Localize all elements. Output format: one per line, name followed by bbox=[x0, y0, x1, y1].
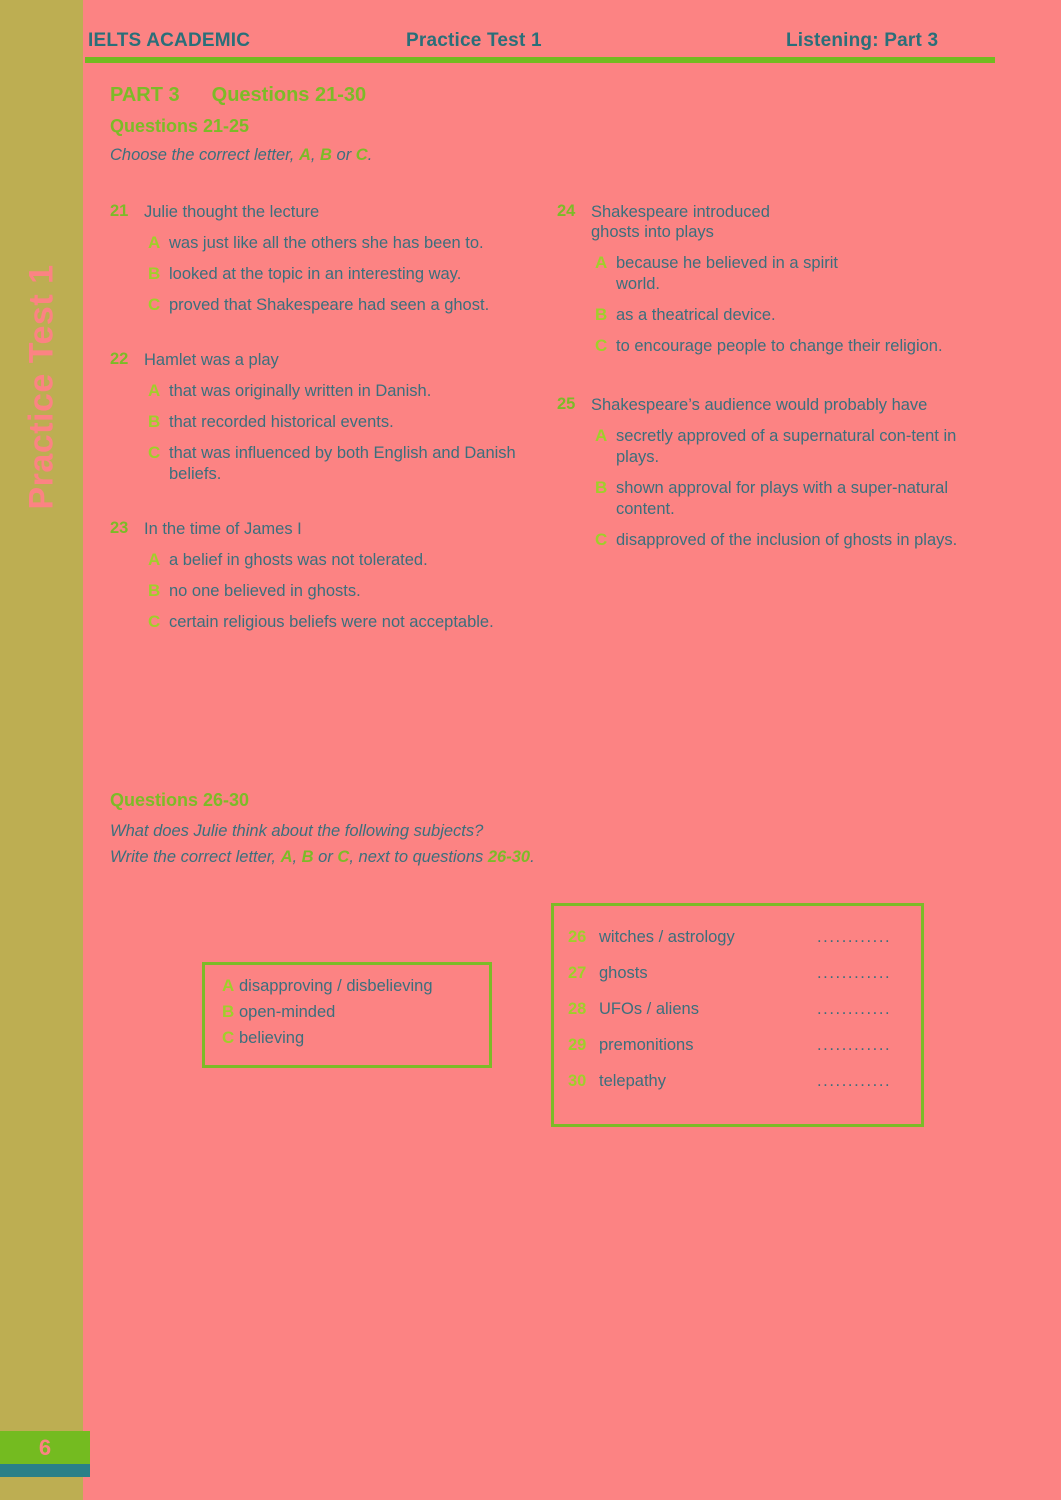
section2-heading: Questions 26-30 bbox=[110, 790, 250, 810]
item-28-number: 28 bbox=[568, 1000, 587, 1018]
item-30-number: 30 bbox=[568, 1072, 587, 1090]
questions-left-column bbox=[110, 202, 550, 633]
instruction-or: or bbox=[331, 146, 356, 164]
question-21-number: 21 bbox=[110, 202, 129, 220]
item-30-answer-blank[interactable]: ............ bbox=[817, 1072, 892, 1090]
item-28-answer-blank[interactable]: ............ bbox=[817, 1000, 892, 1018]
answer-option-c-letter: C bbox=[222, 1028, 235, 1047]
question-25-option-c-text: disapproved of the inclusion of ghosts in plays. bbox=[616, 531, 958, 549]
question-25-number: 25 bbox=[557, 395, 576, 414]
question-25-option-c-letter: C bbox=[595, 530, 608, 549]
instruction-letter-b: B bbox=[320, 146, 332, 164]
page-number: 6 bbox=[38, 1435, 52, 1460]
answer-option-c-text: believing bbox=[239, 1029, 305, 1047]
question-22-option-c[interactable] bbox=[110, 443, 550, 485]
question-21-option-c[interactable] bbox=[110, 295, 550, 316]
questions-right-column bbox=[557, 202, 1002, 551]
question-22-option-b-letter: B bbox=[148, 412, 161, 432]
section2-instruction-prefix: Write the correct letter, bbox=[110, 848, 281, 866]
answer-option-b-text: open-minded bbox=[239, 1003, 336, 1021]
question-25-option-c[interactable] bbox=[557, 530, 1002, 551]
question-23-option-b[interactable] bbox=[110, 581, 550, 602]
question-25-option-b[interactable] bbox=[557, 478, 1002, 520]
section2-instruction-2 bbox=[110, 848, 810, 874]
question-25-option-a-letter: A bbox=[595, 426, 608, 446]
question-22-option-b[interactable] bbox=[110, 412, 550, 433]
answer-options-box bbox=[202, 962, 492, 1068]
question-22-option-c-text: that was influenced by both English and Danish beliefs. bbox=[169, 444, 516, 483]
answer-option-a[interactable] bbox=[205, 976, 489, 996]
question-21-option-a-text: was just like all the others she has been to. bbox=[169, 234, 484, 253]
section2-letter-b: B bbox=[301, 848, 314, 866]
instruction-prefix: Choose the correct letter, bbox=[110, 146, 299, 164]
item-26-number: 26 bbox=[568, 928, 587, 946]
header-right-title: Listening: Part 3 bbox=[786, 30, 939, 51]
question-22-option-a[interactable] bbox=[110, 381, 550, 402]
answer-option-a-letter: A bbox=[222, 976, 235, 995]
question-23-number: 23 bbox=[110, 518, 129, 537]
question-25-option-a[interactable] bbox=[557, 426, 1002, 468]
question-24-option-a[interactable] bbox=[557, 253, 1002, 295]
question-23-stem-line bbox=[110, 519, 550, 539]
instruction-letter-c: C bbox=[355, 146, 368, 164]
section2-letter-a: A bbox=[280, 848, 293, 866]
section2-mid: , next to questions bbox=[349, 848, 488, 866]
section2-sep: , bbox=[292, 848, 302, 866]
item-29-answer-blank[interactable]: ............ bbox=[817, 1036, 892, 1054]
answer-option-b-letter: B bbox=[222, 1002, 235, 1021]
question-23-option-c-text: certain religious beliefs were not acceptable. bbox=[169, 612, 494, 631]
item-26-answer-blank[interactable]: ............ bbox=[817, 928, 892, 946]
question-25-stem: Shakespeare’s audience would probably have bbox=[591, 396, 928, 415]
item-26-label: witches / astrology bbox=[599, 928, 735, 946]
item-row-29[interactable] bbox=[554, 1036, 921, 1072]
item-row-30[interactable] bbox=[554, 1072, 921, 1108]
instruction-suffix: . bbox=[367, 146, 373, 164]
question-23-option-b-letter: B bbox=[148, 581, 161, 600]
question-22-option-a-letter: A bbox=[148, 381, 161, 401]
question-22-number: 22 bbox=[110, 349, 129, 368]
item-27-label: ghosts bbox=[599, 964, 648, 982]
question-24-option-a-text: because he believed in a spirit world. bbox=[616, 254, 838, 294]
item-27-number: 27 bbox=[568, 964, 587, 982]
question-25-option-a-text: secretly approved of a supernatural con-tent in plays. bbox=[616, 427, 957, 467]
item-row-27[interactable] bbox=[554, 964, 921, 1000]
question-21-option-a[interactable] bbox=[110, 233, 550, 254]
section2-instruction-1: What does Julie think about the following subjects? bbox=[110, 822, 484, 840]
items-answer-box bbox=[551, 903, 924, 1127]
question-24-option-c-text: to encourage people to change their religion. bbox=[616, 337, 943, 356]
question-25 bbox=[557, 395, 1002, 551]
question-21-option-a-letter: A bbox=[148, 233, 161, 253]
item-30-label: telepathy bbox=[599, 1072, 666, 1090]
question-23-option-c[interactable] bbox=[110, 612, 550, 633]
answer-option-a-text: disapproving / disbelieving bbox=[239, 977, 433, 995]
item-29-number: 29 bbox=[568, 1036, 587, 1054]
instruction-letter-a: A bbox=[298, 146, 311, 164]
section2-headings bbox=[110, 790, 810, 874]
instruction-sep1: , bbox=[310, 146, 321, 164]
item-row-28[interactable] bbox=[554, 1000, 921, 1036]
question-22-stem: Hamlet was a play bbox=[144, 350, 279, 369]
question-24 bbox=[557, 202, 1002, 357]
question-23 bbox=[110, 519, 550, 633]
section2-letter-c: C bbox=[337, 848, 350, 866]
question-21-option-b-letter: B bbox=[148, 264, 161, 284]
header-center-title: Practice Test 1 bbox=[406, 30, 542, 51]
question-21-stem: Julie thought the lecture bbox=[144, 203, 320, 221]
item-29-label: premonitions bbox=[599, 1036, 694, 1054]
question-21-option-b-text: looked at the topic in an interesting way. bbox=[169, 265, 462, 284]
question-23-option-b-text: no one believed in ghosts. bbox=[169, 582, 361, 600]
section1-heading: Questions 21-25 bbox=[110, 116, 250, 136]
question-21-stem-line bbox=[110, 202, 550, 222]
question-24-option-a-letter: A bbox=[595, 253, 608, 273]
question-22-option-b-text: that recorded historical events. bbox=[169, 413, 394, 432]
question-21-option-b[interactable] bbox=[110, 264, 550, 285]
part-label: PART 3 bbox=[110, 84, 180, 106]
question-24-stem: Shakespeare introduced ghosts into plays bbox=[591, 203, 770, 242]
question-25-option-b-text: shown approval for plays with a super-natural content. bbox=[616, 479, 949, 519]
question-24-option-b-letter: B bbox=[595, 305, 608, 325]
question-24-number: 24 bbox=[557, 202, 576, 220]
question-25-option-b-letter: B bbox=[595, 478, 608, 498]
question-24-option-b[interactable] bbox=[557, 305, 1002, 326]
question-23-stem: In the time of James I bbox=[144, 519, 302, 538]
section2-or: or bbox=[313, 848, 338, 866]
question-23-option-a-letter: A bbox=[148, 550, 161, 570]
question-21 bbox=[110, 202, 550, 316]
question-23-option-a-text: a belief in ghosts was not tolerated. bbox=[169, 551, 428, 570]
header-left-title: IELTS ACADEMIC bbox=[88, 30, 251, 51]
item-28-label: UFOs / aliens bbox=[599, 1000, 699, 1018]
question-21-option-c-letter: C bbox=[148, 295, 161, 315]
section2-suffix: . bbox=[530, 848, 535, 866]
question-24-option-c-letter: C bbox=[595, 336, 608, 356]
question-22-option-a-text: that was originally written in Danish. bbox=[169, 382, 432, 401]
answer-option-b[interactable] bbox=[205, 1002, 489, 1022]
section2-question-range: 26-30 bbox=[487, 848, 531, 866]
item-27-answer-blank[interactable]: ............ bbox=[817, 964, 892, 982]
question-24-option-c[interactable] bbox=[557, 336, 1002, 357]
answer-option-c[interactable] bbox=[205, 1028, 489, 1048]
item-row-26[interactable] bbox=[554, 928, 921, 964]
question-23-option-a[interactable] bbox=[110, 550, 550, 571]
question-21-option-c-text: proved that Shakespeare had seen a ghost. bbox=[169, 296, 490, 315]
spine-label-text: Practice Test 1 bbox=[22, 264, 60, 510]
question-23-option-c-letter: C bbox=[148, 611, 161, 631]
question-22-stem-line bbox=[110, 350, 550, 370]
question-24-stem-line bbox=[557, 202, 1002, 242]
question-22 bbox=[110, 350, 550, 485]
part-question-range: Questions 21-30 bbox=[211, 84, 367, 106]
question-25-stem-line bbox=[557, 395, 1002, 415]
question-22-option-c-letter: C bbox=[148, 443, 161, 463]
question-24-option-b-text: as a theatrical device. bbox=[616, 306, 776, 325]
